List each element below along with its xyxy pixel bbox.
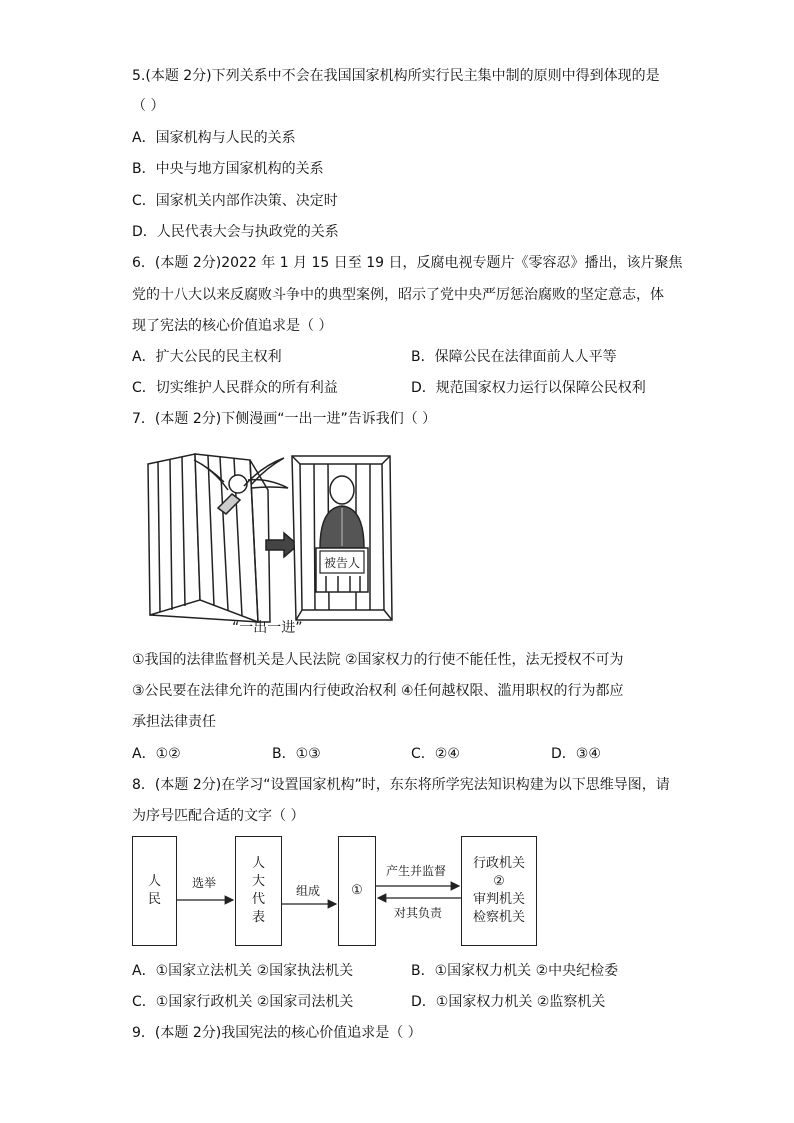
- q6-option-b: B．保障公民在法律面前人人平等: [411, 349, 617, 365]
- cartoon-image: [140, 450, 400, 636]
- q6-option-d: D．规范国家权力运行以保障公民权利: [411, 380, 646, 396]
- q6-option-c: C．切实维护人民群众的所有利益: [132, 380, 338, 396]
- mind-map-diagram: [132, 836, 542, 948]
- q6-stem-line1: 6．(本题 2分)2022 年 1 月 15 日至 19 日，反腐电视专题片《零容忍》播出，该片聚焦: [132, 255, 683, 271]
- q8-option-d: D．①国家权力机关 ②监察机关: [411, 994, 606, 1010]
- q7-option-a: A．①②: [132, 746, 181, 762]
- q8-stem-line1: 8．(本题 2分)在学习“设置国家机构”时，东东将所学宪法知识构建为以下思维导图，请: [132, 777, 670, 793]
- q6-stem-line3: 现了宪法的核心价值追求是（ ）: [132, 318, 333, 334]
- q7-option-c: C．②④: [411, 746, 460, 762]
- box-state-organs: 行政机关 ② 审判机关 检察机关: [461, 836, 537, 946]
- q8-option-c: C．①国家行政机关 ②国家司法机关: [132, 994, 354, 1010]
- arrow-label-elect: 选举: [192, 876, 217, 890]
- q6-stem-line2: 党的十八大以来反腐败斗争中的典型案例，昭示了党中央严厉惩治腐败的坚定意志，体: [132, 287, 664, 303]
- arrow-label-compose: 组成: [296, 884, 321, 898]
- q5-option-d: D．人民代表大会与执政党的关系: [132, 224, 339, 240]
- defendant-sign: 被告人: [323, 556, 361, 570]
- q9-stem: 9．(本题 2分)我国宪法的核心价值追求是（ ）: [132, 1025, 422, 1041]
- q7-stem: 7．(本题 2分)下侧漫画“一出一进”告诉我们（ ）: [132, 411, 437, 427]
- q6-option-a: A．扩大公民的民主权利: [132, 349, 282, 365]
- q7-statement-1-2: ①我国的法律监督机关是人民法院 ②国家权力的行使不能任性，法无授权不可为: [132, 652, 624, 668]
- q7-statement-3-4: ③公民要在法律允许的范围内行使政治权利 ④任何越权限、滥用职权的行为都应: [132, 683, 624, 699]
- q8-option-b: B．①国家权力机关 ②中央纪检委: [411, 963, 619, 979]
- arrow-label-produce-supervise: 产生并监督: [386, 864, 447, 878]
- q8-stem-line2: 为序号匹配合适的文字（ ）: [132, 808, 305, 824]
- q7-option-d: D．③④: [551, 746, 601, 762]
- box-blank-1: ①: [338, 836, 376, 946]
- arrow-label-responsible: 对其负责: [394, 906, 443, 920]
- q5-option-b: B．中央与地方国家机构的关系: [132, 161, 324, 177]
- cartoon-drawing: [140, 450, 400, 636]
- q7-statement-4-cont: 承担法律责任: [132, 714, 216, 730]
- box-people: 人 民: [132, 836, 177, 946]
- box-deputies: 人 大 代 表: [235, 836, 282, 946]
- q7-option-b: B．①③: [272, 746, 321, 762]
- q5-stem-line1: 5.(本题 2分)下列关系中不会在我国国家机构所实行民主集中制的原则中得到体现的是: [132, 68, 660, 84]
- q5-option-a: A．国家机构与人民的关系: [132, 130, 296, 146]
- cartoon-caption: “一出一进”: [232, 620, 303, 636]
- q5-stem-line2: （ ）: [132, 98, 165, 114]
- q5-option-c: C．国家机关内部作决策、决定时: [132, 193, 338, 209]
- q8-option-a: A．①国家立法机关 ②国家执法机关: [132, 963, 354, 979]
